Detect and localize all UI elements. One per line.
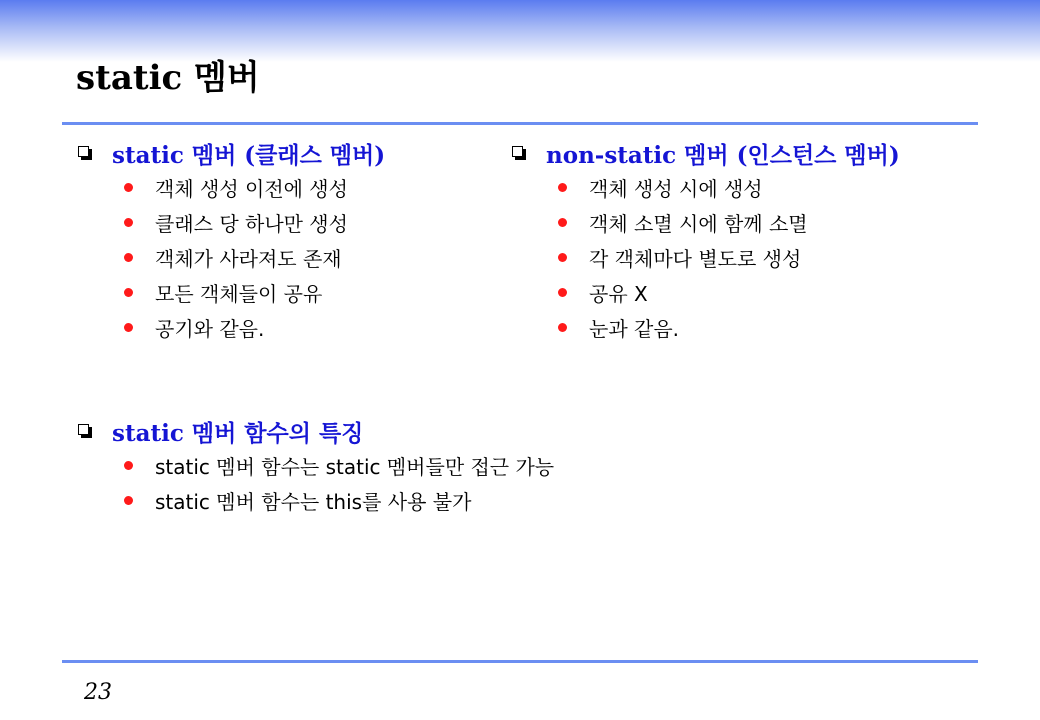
list-item <box>78 240 385 275</box>
red-dot-bullet-icon <box>558 323 567 332</box>
list-item <box>78 448 554 483</box>
right-section-heading <box>512 136 900 170</box>
bottom-item-list <box>78 448 554 518</box>
list-item-text: 객체가 사라져도 존재 <box>155 247 342 271</box>
page-number: 23 <box>84 680 112 705</box>
bottom-divider <box>62 660 978 663</box>
list-item-text: 각 객체마다 별도로 생성 <box>589 247 802 271</box>
bottom-section <box>78 414 554 518</box>
list-item <box>512 240 900 275</box>
list-item <box>78 205 385 240</box>
right-section <box>512 136 900 345</box>
list-item-text: 객체 소멸 시에 함께 소멸 <box>589 212 808 236</box>
red-dot-bullet-icon <box>558 218 567 227</box>
checkbox-bullet-icon <box>78 146 92 160</box>
list-item <box>78 483 554 518</box>
red-dot-bullet-icon <box>124 183 133 192</box>
list-item-text: static 멤버 함수는 static 멤버들만 접근 가능 <box>155 455 555 479</box>
red-dot-bullet-icon <box>558 288 567 297</box>
checkbox-bullet-icon <box>78 424 92 438</box>
bottom-section-heading <box>78 414 554 448</box>
right-item-list <box>512 170 900 345</box>
right-heading-text: non-static 멤버 (인스턴스 멤버) <box>546 141 900 169</box>
checkbox-bullet-icon <box>512 146 526 160</box>
red-dot-bullet-icon <box>124 253 133 262</box>
list-item <box>78 310 385 345</box>
left-section <box>78 136 385 345</box>
list-item-text: 객체 생성 이전에 생성 <box>155 177 348 201</box>
list-item-text: 공기와 같음. <box>155 317 265 341</box>
list-item <box>78 275 385 310</box>
left-section-heading <box>78 136 385 170</box>
list-item <box>78 170 385 205</box>
slide-title: static 멤버 <box>76 58 260 98</box>
red-dot-bullet-icon <box>124 288 133 297</box>
red-dot-bullet-icon <box>124 496 133 505</box>
list-item <box>512 275 900 310</box>
red-dot-bullet-icon <box>558 183 567 192</box>
left-item-list <box>78 170 385 345</box>
list-item <box>512 310 900 345</box>
list-item <box>512 170 900 205</box>
list-item-text: 클래스 당 하나만 생성 <box>155 212 348 236</box>
red-dot-bullet-icon <box>124 461 133 470</box>
list-item-text: static 멤버 함수는 this를 사용 불가 <box>155 490 472 514</box>
list-item-text: 공유 X <box>589 282 648 306</box>
bottom-heading-text: static 멤버 함수의 특징 <box>112 419 364 447</box>
top-divider <box>62 122 978 125</box>
red-dot-bullet-icon <box>558 253 567 262</box>
red-dot-bullet-icon <box>124 218 133 227</box>
list-item-text: 모든 객체들이 공유 <box>155 282 323 306</box>
left-heading-text: static 멤버 (클래스 멤버) <box>112 141 386 169</box>
list-item-text: 눈과 같음. <box>589 317 679 341</box>
red-dot-bullet-icon <box>124 323 133 332</box>
list-item-text: 객체 생성 시에 생성 <box>589 177 763 201</box>
list-item <box>512 205 900 240</box>
